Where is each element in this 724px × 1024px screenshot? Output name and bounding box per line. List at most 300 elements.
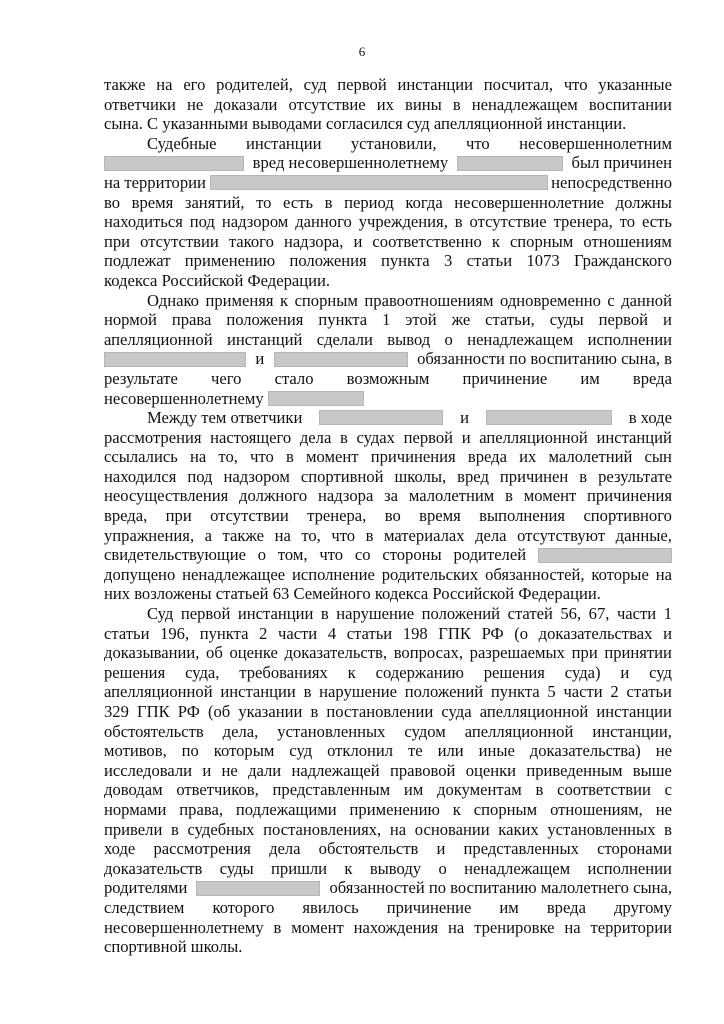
- text-line: [104, 918, 672, 938]
- word: решения: [104, 662, 166, 682]
- word: дела: [475, 525, 507, 545]
- word: то: [619, 212, 636, 232]
- text-line: [104, 232, 672, 252]
- word: рассмотрения: [153, 839, 251, 859]
- word: а: [204, 525, 212, 545]
- word: то,: [218, 447, 238, 467]
- word: в: [579, 466, 588, 486]
- word: рассмотрения: [104, 427, 202, 447]
- word: или: [437, 741, 464, 761]
- word: не: [186, 94, 204, 114]
- word: подлежат: [104, 251, 171, 271]
- word: отсутствии: [140, 231, 219, 251]
- word: инстанции: [237, 604, 314, 624]
- word: момент: [291, 917, 344, 937]
- word: под: [187, 466, 213, 486]
- word: на: [189, 447, 207, 467]
- word: ненадлежащем: [467, 329, 574, 349]
- word: под: [189, 212, 215, 232]
- word: вреда,: [104, 506, 148, 526]
- word: с: [607, 290, 615, 310]
- text-line: [104, 291, 672, 311]
- word: этой: [405, 310, 437, 330]
- word: к: [452, 799, 461, 819]
- word: учреждения,: [358, 212, 448, 232]
- word: и: [461, 427, 471, 447]
- word: установленных: [547, 819, 656, 839]
- word: воспитании: [588, 94, 672, 114]
- word: в: [452, 94, 461, 114]
- word: также: [222, 525, 265, 545]
- text: вред несовершеннолетнему: [252, 153, 449, 173]
- document-body: [104, 75, 672, 957]
- word: с: [664, 780, 672, 800]
- word: результате: [104, 368, 178, 388]
- word: спорным: [294, 290, 358, 310]
- text-line: [104, 643, 672, 663]
- text-line: [104, 330, 672, 350]
- word: тренера,: [307, 506, 367, 526]
- text: сына. С указанными выводами согласился суд апелляционной инстанции.: [104, 114, 627, 134]
- word: инстанций: [596, 427, 672, 447]
- word: 1073: [526, 251, 560, 271]
- word: причинения: [587, 486, 672, 506]
- word: находился: [104, 466, 177, 486]
- word: судах: [356, 427, 395, 447]
- word: постановлениях,: [263, 819, 382, 839]
- text-line: [104, 212, 672, 232]
- text-line: [104, 428, 672, 448]
- word: надзором: [223, 466, 290, 486]
- word: отношениям: [583, 231, 672, 251]
- word: которые: [591, 564, 649, 584]
- word: отсутствуют: [517, 525, 606, 545]
- word: которым: [213, 741, 275, 761]
- word: вины: [404, 94, 442, 114]
- word: приведенным: [526, 760, 623, 780]
- word: первой: [403, 427, 454, 447]
- text-line: [104, 134, 672, 154]
- word: причинения: [370, 447, 456, 467]
- text-line: [104, 839, 672, 859]
- word: и: [202, 760, 212, 780]
- word: обстоятельств: [318, 839, 419, 859]
- word: инстанции: [596, 702, 672, 721]
- redaction-box: [319, 410, 443, 425]
- word: со: [354, 545, 371, 565]
- text-line: [104, 722, 672, 742]
- word: указании: [238, 702, 303, 721]
- word: при: [571, 643, 598, 663]
- word: оценки: [465, 760, 517, 780]
- word: исследовали: [104, 760, 193, 780]
- text-line: [104, 937, 672, 957]
- word: за: [384, 486, 399, 506]
- word: спорным: [509, 231, 574, 251]
- word: к: [344, 858, 353, 878]
- text-line: [104, 467, 672, 487]
- word: дали: [248, 760, 282, 780]
- word: (о: [514, 623, 529, 643]
- text-line: [104, 75, 672, 95]
- word: суд: [649, 662, 672, 682]
- word: доказательств: [104, 858, 203, 878]
- word: том,: [277, 545, 308, 565]
- text-line: [104, 878, 672, 898]
- word: ходе: [104, 839, 136, 859]
- word: им: [499, 897, 519, 917]
- word: статьи: [346, 623, 393, 643]
- word: на: [655, 564, 672, 584]
- word: о: [438, 858, 447, 878]
- word: в: [505, 486, 513, 506]
- word: пункта: [380, 251, 430, 271]
- word: положения: [289, 251, 367, 271]
- word: материалах: [383, 525, 465, 545]
- word: разрешаемых: [469, 643, 565, 663]
- word: и: [620, 662, 630, 682]
- word: стороны: [382, 545, 442, 565]
- text-line: [104, 663, 672, 683]
- word: надзором: [221, 212, 289, 232]
- word: то: [256, 192, 272, 212]
- word: во: [104, 192, 121, 212]
- word: что: [465, 133, 490, 153]
- word: отсутствие: [469, 212, 547, 232]
- word: дела,: [222, 721, 259, 741]
- word: ненадлежащем: [471, 94, 578, 114]
- word: что: [319, 545, 344, 565]
- text-line: [104, 545, 672, 565]
- word: 3: [444, 251, 453, 271]
- word: выполнения: [479, 506, 566, 526]
- word: и: [663, 623, 672, 643]
- word: доказательств,: [284, 643, 388, 663]
- word: статей: [507, 604, 553, 624]
- text-line: [104, 114, 672, 134]
- text-line: [104, 624, 672, 644]
- word: РФ: [177, 702, 200, 721]
- word: Гражданского: [574, 251, 672, 271]
- text-line: [104, 780, 672, 800]
- text: и: [460, 408, 469, 428]
- word: первой: [598, 310, 649, 330]
- text: был причинен: [571, 153, 672, 173]
- word: инстанции,: [592, 721, 672, 741]
- word: нормами: [104, 799, 167, 819]
- word: не: [221, 760, 238, 780]
- word: тренировке: [474, 917, 555, 937]
- word: ответчики: [104, 94, 176, 114]
- page-number: 6: [358, 44, 366, 59]
- word: установили,: [350, 133, 437, 153]
- word: по: [181, 741, 199, 761]
- word: момент: [306, 447, 359, 467]
- text-line: [104, 173, 672, 193]
- word: представленным: [272, 780, 391, 800]
- word: такого: [228, 231, 274, 251]
- word: неосуществления: [104, 486, 229, 506]
- redaction-box: [210, 175, 548, 190]
- word: вопросах,: [393, 643, 463, 663]
- word: нахождения: [353, 917, 439, 937]
- word: представленных: [463, 839, 579, 859]
- word: обязанностей,: [485, 564, 585, 584]
- word: иные: [478, 741, 515, 761]
- word: в: [324, 192, 333, 212]
- word: данного: [295, 212, 352, 232]
- word: инстанции: [397, 75, 473, 94]
- word: надлежащей: [291, 760, 380, 780]
- word: данной: [621, 290, 672, 310]
- word: нарушение: [319, 682, 398, 702]
- word: Однако: [147, 290, 199, 310]
- word: сын: [644, 447, 672, 467]
- word: что: [563, 75, 588, 94]
- word: на: [564, 917, 581, 937]
- word: вреда: [467, 447, 507, 467]
- word: доказательства): [529, 741, 641, 761]
- text-line: [104, 408, 672, 428]
- word: суда,: [185, 662, 220, 682]
- word: апелляционной: [464, 721, 574, 741]
- word: обстоятельств: [104, 721, 204, 741]
- word: на: [389, 819, 407, 839]
- word: должны: [615, 192, 672, 212]
- text-line: [104, 898, 672, 918]
- word: права: [171, 310, 212, 330]
- word: выше: [632, 760, 672, 780]
- text: несовершеннолетнему: [104, 388, 264, 408]
- word: в: [273, 917, 282, 937]
- text-line: [104, 702, 672, 722]
- word: к: [347, 662, 356, 682]
- word: вреда: [632, 368, 672, 388]
- word: что: [331, 525, 356, 545]
- word: мотивов,: [104, 741, 167, 761]
- text-line: [104, 584, 672, 604]
- word: статьи: [104, 623, 150, 643]
- word: положений: [404, 682, 484, 702]
- word: нарушение: [336, 604, 415, 624]
- word: доводам: [104, 780, 163, 800]
- word: судом: [404, 721, 446, 741]
- word: несовершеннолетние: [454, 192, 605, 212]
- word: малолетним: [408, 486, 495, 506]
- word: суда: [441, 702, 472, 721]
- word: судебных: [187, 819, 255, 839]
- word: свидетельствующие: [104, 545, 246, 565]
- word: что: [250, 447, 274, 467]
- word: на: [448, 917, 465, 937]
- word: суд: [303, 75, 327, 94]
- word: Судебные: [147, 133, 217, 153]
- word: школы,: [394, 466, 447, 486]
- word: инстанции: [220, 682, 296, 702]
- text-line: [104, 153, 672, 173]
- text-line: [104, 389, 672, 409]
- word: подлежащими: [235, 799, 337, 819]
- word: пункта: [199, 623, 249, 643]
- word: упражнения,: [104, 525, 195, 545]
- word: первой: [180, 604, 231, 624]
- word: правовой: [389, 760, 456, 780]
- word: занятий,: [184, 192, 245, 212]
- word: ссылались: [104, 447, 178, 467]
- word: (об: [207, 702, 231, 721]
- word: ненадлежащее: [182, 564, 286, 584]
- word: ГПК: [438, 623, 471, 643]
- redaction-box: [538, 548, 672, 563]
- word: в: [303, 682, 312, 702]
- word: доказательствах: [538, 623, 653, 643]
- word: исполнении: [587, 858, 672, 878]
- word: статьи: [626, 682, 672, 702]
- word: когда: [405, 192, 443, 212]
- word: пункта: [318, 310, 368, 330]
- text-line: [104, 506, 672, 526]
- word: при: [165, 506, 192, 526]
- word: 198: [402, 623, 428, 643]
- word: суда): [564, 662, 601, 682]
- word: в: [339, 427, 348, 447]
- word: права,: [179, 799, 223, 819]
- text: кодекса Российской Федерации.: [104, 270, 331, 290]
- word: есть: [641, 212, 672, 232]
- word: сторонами: [597, 839, 672, 859]
- word: применяя: [205, 290, 274, 310]
- redaction-box: [274, 352, 408, 367]
- word: доказали: [214, 94, 278, 114]
- word: инстанций: [226, 329, 303, 349]
- redaction-box: [457, 156, 563, 171]
- word: 1: [382, 310, 391, 330]
- word: время: [419, 506, 461, 526]
- word: дела: [269, 839, 301, 859]
- word: их: [519, 447, 537, 467]
- text-line: [104, 859, 672, 879]
- word: момент: [523, 486, 577, 506]
- word: и: [663, 310, 672, 330]
- word: инстанции: [245, 133, 322, 153]
- word: им: [580, 368, 600, 388]
- word: те: [408, 741, 423, 761]
- text: на территории: [104, 172, 206, 192]
- redaction-box: [196, 881, 320, 896]
- text-line: [104, 565, 672, 585]
- redaction-box: [268, 391, 364, 406]
- text-line: [104, 271, 672, 291]
- word: вред: [457, 466, 489, 486]
- word: апелляционной: [479, 702, 589, 721]
- word: причинение: [386, 897, 472, 917]
- redaction-box: [486, 410, 612, 425]
- word: доказывании,: [104, 643, 200, 663]
- word: родителей: [453, 545, 527, 565]
- word: время: [131, 192, 174, 212]
- word: соответственно: [372, 231, 482, 251]
- word: в: [664, 819, 672, 839]
- word: в: [535, 780, 544, 800]
- word: соответствии: [557, 780, 651, 800]
- word: спортивного: [583, 506, 672, 526]
- word: при: [104, 231, 131, 251]
- word: вывод: [387, 329, 431, 349]
- text-line: [104, 682, 672, 702]
- word: есть: [283, 192, 314, 212]
- word: также: [104, 75, 146, 94]
- word: отсутствие: [288, 94, 366, 114]
- word: настоящего: [210, 427, 292, 447]
- word: надзора,: [283, 231, 344, 251]
- word: каких: [498, 819, 539, 839]
- word: в: [454, 212, 463, 232]
- word: пункта: [490, 682, 540, 702]
- word: должного: [239, 486, 308, 506]
- word: 56,: [560, 604, 582, 624]
- text-line: [104, 369, 672, 389]
- word: статьи: [466, 251, 513, 271]
- word: 2: [610, 682, 619, 702]
- word: в: [286, 447, 294, 467]
- word: чего: [211, 368, 242, 388]
- word: положений: [421, 604, 501, 624]
- word: тренера,: [553, 212, 613, 232]
- text-line: [104, 820, 672, 840]
- word: то,: [301, 525, 321, 545]
- word: Суд: [147, 604, 174, 624]
- text-line: [104, 193, 672, 213]
- word: суд: [289, 741, 313, 761]
- word: спортивной: [300, 466, 384, 486]
- word: суды: [549, 310, 584, 330]
- word: одновременно: [500, 290, 601, 310]
- word: суды: [219, 858, 254, 878]
- word: и: [353, 231, 363, 251]
- word: его: [183, 75, 206, 94]
- word: им: [403, 780, 424, 800]
- word: во: [384, 506, 401, 526]
- word: 5: [547, 682, 556, 702]
- word: ответчиков,: [176, 780, 259, 800]
- text: Между тем ответчики: [147, 408, 303, 428]
- word: сделали: [316, 329, 373, 349]
- word: оценке: [229, 643, 278, 663]
- word: ненадлежащем: [464, 858, 571, 878]
- word: причинен: [499, 466, 569, 486]
- word: малолетний: [548, 447, 633, 467]
- word: применению: [349, 799, 440, 819]
- word: надзора: [318, 486, 374, 506]
- word: документам: [437, 780, 522, 800]
- word: о: [444, 329, 453, 349]
- word: апелляционной: [104, 329, 213, 349]
- word: другому: [613, 897, 672, 917]
- word: данные,: [615, 525, 672, 545]
- word: которого: [212, 897, 275, 917]
- word: положения: [226, 310, 304, 330]
- word: их: [376, 94, 394, 114]
- text: спортивной школы.: [104, 937, 243, 957]
- text: непосредственно: [551, 172, 672, 192]
- word: несовершеннолетнему: [104, 917, 264, 937]
- word: РФ: [481, 623, 504, 643]
- word: части: [563, 682, 603, 702]
- text-line: [104, 95, 672, 115]
- word: явилось: [302, 897, 359, 917]
- redaction-box: [104, 352, 246, 367]
- word: же: [451, 310, 471, 330]
